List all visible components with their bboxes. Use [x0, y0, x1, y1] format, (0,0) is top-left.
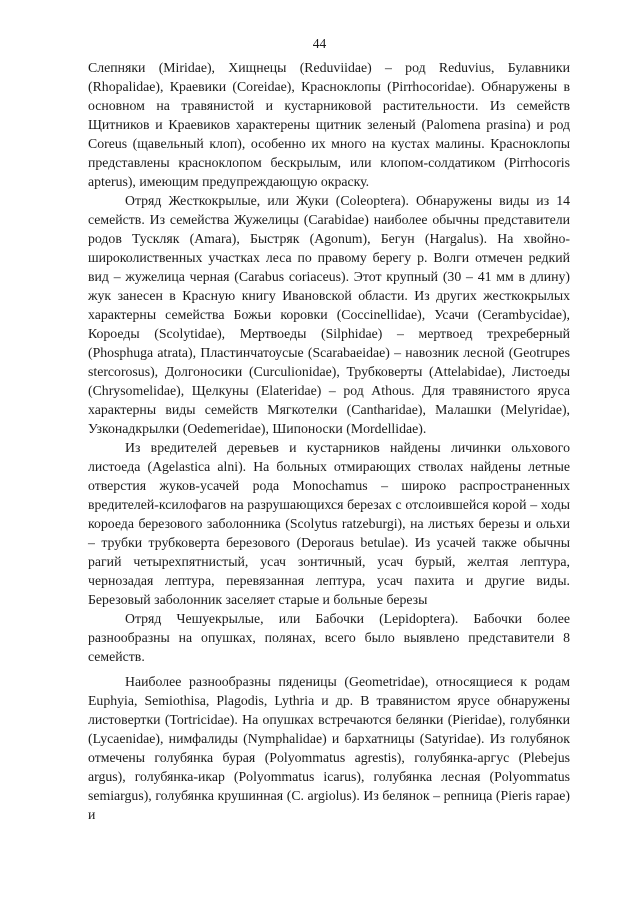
- body-text: [88, 58, 570, 824]
- paragraph-coleoptera: Отряд Жесткокрылые, или Жуки (Coleoptera). Обнаружены виды из 14 семейств. Из семейства Жужелицы (Carabidae) наиболее обычны представители родов Тускляк (Amara), Быстряк (Agonum), Бегун (Hargalus). На хвойно-широколиственных участках леса по правому берегу р. Волги отмечен редкий вид – жужелица черная (Carabus coriaceus). Этот крупный (30 – 41 мм в длину) жук занесен в Красную книгу Ивановской области. Из других жесткокрылых характерны семейства Божьи коровки (Coccinellidae), Усачи (Cerambycidae), Короеды (Scolytidae), Мертвоеды (Silphidae) – мертвоед трехреберный (Phosphuga atrata), Пластинчатоусые (Scarabaeidae) – навозник лесной (Geotrupes stercorosus), Долгоносики (Curculionidae), Трубковерты (Attelabidae), Листоеды (Chrysomelidae), Щелкуны (Elateridae) – род Athous. Для травянистого яруса характерны виды семейств Мягкотелки (Cantharidae), Малашки (Melyridae), Узконадкрылки (Oedemeridae), Шипоноски (Mordellidae).: [88, 193, 570, 436]
- page-number: 44: [312, 36, 327, 51]
- paragraph-pests: Из вредителей деревьев и кустарников найдены личинки ольхового листоеда (Agelastica alni). На больных отмирающих стволах найдены летные отверстия жуков-усачей рода Monochamus – широко распространенных вредителей-ксилофагов на разрушающихся березах с отслоившейся корой – ходы короеда березового заболонника (Scolytus ratzeburgi), на листьях березы и ольхи – трубки трубковерта березового (Deporaus betulae). Из усачей также обычны рагий четырехпятнистый, усач зонтичный, усач бурый, желтая лептура, чернозадая лептура, перевязанная лептура, усач пахита и другие виды. Березовый заболонник заселяет старые и больные березы: [88, 440, 570, 607]
- paragraph-hemiptera-families: Слепняки (Miridae), Хищнецы (Reduviidae) – род Reduvius, Булавники (Rhopalidae), Краевики (Coreidae), Красноклопы (Pirrhocoridae). Обнаружены в основном на травянистой и кустарниковой растительности. Из семейств Щитников и Краевиков характерены щитник зеленый (Palomena prasina) и род Coreus (щавельный клоп), особенно их много на кустах малины. Красноклопы представлены красноклопом бескрылым, или клопом-солдатиком (Pirrhocoris apterus), имеющим предупреждающую окраску.: [88, 60, 570, 189]
- paragraph-lepidoptera: Отряд Чешуекрылые, или Бабочки (Lepidoptera). Бабочки более разнообразны на опушках, полянах, всего было выявлено представители 8 семейств.: [88, 611, 570, 664]
- paragraph-moths-butterflies: Наиболее разнообразны пяденицы (Geometridae), относящиеся к родам Euphyia, Semiothisa, Plagodis, Lythria и др. В травянистом ярусе обнаружены листовертки (Tortricidae). На опушках встречаются белянки (Pieridae), голубянки (Lycaenidae), нимфалиды (Nymphalidae) и бархатницы (Satyridae). Из голубянок отмечены голубянка бурая (Polyommatus agrestis), голубянка-аргус (Plebejus argus), голубянка-икар (Polyommatus icarus), голубянка лесная (Polyommatus semiargus), голубянка крушинная (C. argiolus). Из белянок – репница (Pieris rapae) и: [88, 674, 570, 822]
